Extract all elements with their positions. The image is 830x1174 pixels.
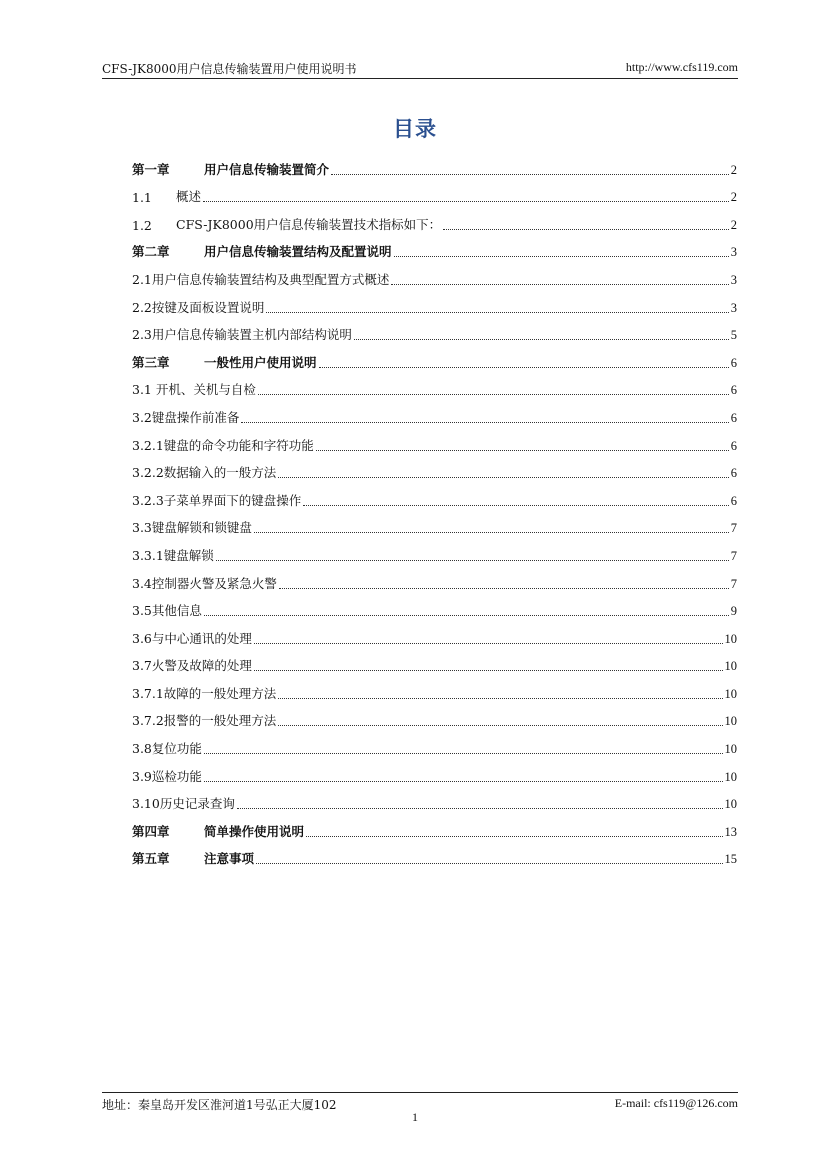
toc-entry-page: 6 (730, 493, 737, 508)
toc-entry-title: 3.2.2数据输入的一般方法 (132, 465, 277, 481)
toc-entry[interactable] (132, 619, 737, 647)
toc-entry[interactable] (132, 150, 737, 178)
toc-entry-title: 3.7.2报警的一般处理方法 (132, 713, 277, 729)
toc-entry-page: 2 (730, 162, 737, 177)
toc-entry[interactable] (132, 260, 737, 288)
toc-entry-title: 3.9巡检功能 (132, 768, 202, 784)
toc-entry-title: 3.6与中心通讯的处理 (132, 630, 252, 646)
toc-entry[interactable] (132, 647, 737, 675)
toc-entry[interactable] (132, 288, 737, 316)
toc-dot-leader (204, 614, 729, 616)
toc-dot-leader (204, 780, 723, 782)
toc-title: 目录 (393, 116, 437, 141)
toc-dot-leader (319, 366, 729, 368)
page-header (102, 60, 738, 79)
toc-entry-page: 2 (730, 217, 737, 232)
toc-dot-leader (254, 642, 723, 644)
toc-dot-leader (256, 862, 722, 864)
toc-dot-leader (303, 504, 728, 506)
toc-entry-title: 一般性用户使用说明 (204, 354, 317, 370)
toc-entry[interactable] (132, 729, 737, 757)
toc-dot-leader (278, 724, 722, 726)
toc-entry-page: 5 (730, 328, 737, 343)
toc-entry-page: 10 (724, 659, 737, 674)
toc-entry-page: 3 (730, 300, 737, 315)
toc-dot-leader (254, 669, 723, 671)
toc-dot-leader (391, 283, 728, 285)
toc-entry-number: 第五章 (132, 851, 170, 867)
toc-entry[interactable] (132, 481, 737, 509)
toc-entry[interactable] (132, 316, 737, 344)
toc-entry[interactable] (132, 757, 737, 785)
toc-entry-number: 第一章 (132, 161, 170, 177)
toc-entry-page: 7 (730, 576, 737, 591)
page-number: 1 (412, 1110, 418, 1124)
toc-entry-page: 10 (724, 686, 737, 701)
toc-entry[interactable] (132, 426, 737, 454)
toc-entry-page: 7 (730, 521, 737, 536)
toc-entry-title: 3.3键盘解锁和锁键盘 (132, 520, 252, 536)
toc-entry[interactable] (132, 840, 737, 868)
toc-dot-leader (258, 393, 729, 395)
toc-entry-number: 第四章 (132, 823, 170, 839)
toc-dot-leader (254, 531, 729, 533)
toc-entry-page: 3 (730, 272, 737, 287)
toc-entry-page: 10 (724, 714, 737, 729)
toc-dot-leader (216, 559, 729, 561)
toc-entry-page: 3 (730, 245, 737, 260)
toc-entry[interactable] (132, 702, 737, 730)
toc-entry[interactable] (132, 674, 737, 702)
toc-dot-leader (241, 421, 728, 423)
toc-entry-title: 用户信息传输装置结构及配置说明 (204, 244, 392, 260)
toc-entry[interactable] (132, 178, 737, 206)
toc-entry-title: 2.3用户信息传输装置主机内部结构说明 (132, 327, 352, 343)
toc-entry-title: 3.2.1键盘的命令功能和字符功能 (132, 437, 314, 453)
toc-dot-leader (331, 173, 729, 175)
toc-entry-page: 15 (724, 852, 737, 867)
toc-entry-page: 6 (730, 355, 737, 370)
toc-entry-title: 3.2键盘操作前准备 (132, 409, 240, 425)
toc-entry-page: 6 (730, 383, 737, 398)
toc-entry[interactable] (132, 233, 737, 261)
toc-dot-leader (394, 255, 729, 257)
toc-entry-title: 注意事项 (204, 851, 255, 867)
toc-entry[interactable] (132, 536, 737, 564)
toc-entry-title: 2.2按键及面板设置说明 (132, 299, 265, 315)
footer-address: 地址：秦皇岛开发区淮河道1号弘正大厦102 (102, 1098, 337, 1112)
toc-dot-leader (279, 587, 729, 589)
toc-entry-title: 3.8复位功能 (132, 741, 202, 757)
toc-entry-page: 10 (724, 769, 737, 784)
toc-entry-title: 3.2.3子菜单界面下的键盘操作 (132, 492, 302, 508)
footer-email: E-mail: cfs119@126.com (614, 1096, 738, 1110)
toc-entry[interactable] (132, 564, 737, 592)
toc-dot-leader (316, 449, 729, 451)
toc-entry-page: 13 (724, 824, 737, 839)
toc-entry-title: CFS-JK8000用户信息传输装置技术指标如下： (176, 216, 442, 232)
toc-dot-leader (266, 311, 728, 313)
toc-entry-title: 3.4控制器火警及紧急火警 (132, 575, 277, 591)
toc-dot-leader (443, 228, 729, 230)
toc-entry-title: 2.1用户信息传输装置结构及典型配置方式概述 (132, 271, 390, 287)
toc-entry[interactable] (132, 509, 737, 537)
toc-entry[interactable] (132, 785, 737, 813)
toc-entry-number: 1.1 (132, 190, 152, 206)
toc-entry-title: 3.3.1键盘解锁 (132, 547, 214, 563)
toc-entry-title: 简单操作使用说明 (204, 823, 305, 839)
toc-entry-title: 3.7.1故障的一般处理方法 (132, 685, 277, 701)
toc-dot-leader (278, 697, 722, 699)
toc-entry[interactable] (132, 371, 737, 399)
toc-entry-number: 第三章 (132, 354, 170, 370)
toc-entry-title: 概述 (176, 189, 202, 205)
toc-dot-leader (278, 476, 728, 478)
toc-entry-title: 3.5其他信息 (132, 603, 202, 619)
toc-entry-number: 第二章 (132, 244, 170, 260)
toc-entry-page: 9 (730, 604, 737, 619)
toc-entry-page: 6 (730, 438, 737, 453)
header-document-title: CFS-JK8000用户信息传输装置用户使用说明书 (102, 62, 357, 76)
toc-entry[interactable] (132, 454, 737, 482)
header-website: http://www.cfs119.com (625, 60, 738, 74)
toc-entry-page: 10 (724, 631, 737, 646)
toc-entry-number: 1.2 (132, 217, 152, 233)
toc-entry-page: 2 (730, 190, 737, 205)
table-of-contents (132, 150, 737, 867)
toc-entry[interactable] (132, 592, 737, 620)
toc-entry[interactable] (132, 343, 737, 371)
toc-entry-page: 7 (730, 548, 737, 563)
toc-dot-leader (203, 200, 729, 202)
toc-entry-page: 10 (724, 742, 737, 757)
toc-dot-leader (354, 338, 729, 340)
toc-dot-leader (306, 835, 722, 837)
toc-dot-leader (204, 752, 723, 754)
toc-entry[interactable] (132, 812, 737, 840)
toc-entry-title: 3.10历史记录查询 (132, 796, 235, 812)
toc-entry-title: 3.1 开机、关机与自检 (132, 382, 256, 398)
toc-entry-page: 10 (724, 797, 737, 812)
toc-entry[interactable] (132, 205, 737, 233)
toc-dot-leader (237, 807, 723, 809)
toc-entry-title: 用户信息传输装置简介 (204, 161, 330, 177)
toc-entry-page: 6 (730, 410, 737, 425)
toc-entry[interactable] (132, 398, 737, 426)
toc-entry-title: 3.7火警及故障的处理 (132, 658, 252, 674)
toc-entry-page: 6 (730, 466, 737, 481)
